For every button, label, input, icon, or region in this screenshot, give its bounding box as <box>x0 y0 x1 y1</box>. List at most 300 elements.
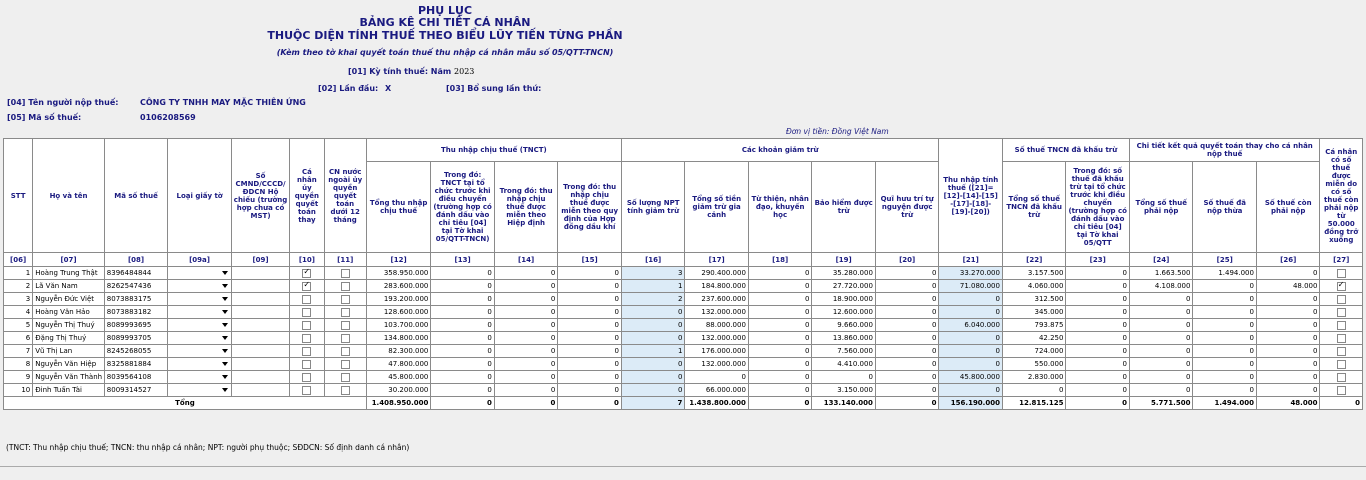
cell-c22[interactable]: 4.060.000 <box>1002 280 1066 293</box>
cell-c26[interactable]: 0 <box>1256 332 1320 345</box>
cell-c19[interactable]: 27.720.000 <box>812 280 876 293</box>
cell-c13[interactable]: 0 <box>431 371 495 384</box>
cell-c20[interactable]: 0 <box>875 280 939 293</box>
cell-c13[interactable]: 0 <box>431 293 495 306</box>
cell-c12[interactable]: 358.950.000 <box>366 267 431 280</box>
cell-name[interactable]: Nguyễn Thị Thuý <box>33 319 105 332</box>
cell-c13[interactable]: 0 <box>431 319 495 332</box>
exempt-checkbox[interactable] <box>1337 360 1346 369</box>
cell-c25[interactable]: 0 <box>1193 358 1257 371</box>
cell-c19[interactable]: 0 <box>812 371 876 384</box>
cell-c27[interactable] <box>1320 267 1363 280</box>
column-code-row <box>4 253 1363 267</box>
authorize-checkbox[interactable] <box>302 269 311 278</box>
cell-c26[interactable]: 0 <box>1256 384 1320 397</box>
cell-c14[interactable]: 0 <box>494 384 558 397</box>
cell-foreign[interactable] <box>324 306 366 319</box>
cell-c14[interactable]: 0 <box>494 358 558 371</box>
cell-authorize[interactable] <box>290 319 324 332</box>
cell-c27[interactable] <box>1320 332 1363 345</box>
cell-c23[interactable]: 0 <box>1066 280 1130 293</box>
cell-doctype[interactable] <box>168 306 232 319</box>
cell-idno[interactable] <box>231 293 289 306</box>
cell-c14[interactable]: 0 <box>494 345 558 358</box>
cell-doctype[interactable] <box>168 319 232 332</box>
cell-c16[interactable]: 0 <box>621 358 685 371</box>
chevron-down-icon[interactable] <box>222 297 228 301</box>
cell-c17[interactable]: 0 <box>685 371 749 384</box>
cell-c26[interactable]: 0 <box>1256 371 1320 384</box>
cell-c25[interactable]: 0 <box>1193 319 1257 332</box>
cell-c18[interactable]: 0 <box>748 358 812 371</box>
cell-c27[interactable] <box>1320 358 1363 371</box>
cell-c13[interactable]: 0 <box>431 345 495 358</box>
cell-foreign[interactable] <box>324 358 366 371</box>
cell-c20[interactable]: 0 <box>875 319 939 332</box>
cell-c26[interactable]: 0 <box>1256 358 1320 371</box>
cell-c24[interactable]: 0 <box>1129 332 1193 345</box>
column-code: [21] <box>939 253 1003 267</box>
cell-c22[interactable]: 550.000 <box>1002 358 1066 371</box>
cell-authorize[interactable] <box>290 384 324 397</box>
doctype-select[interactable] <box>170 281 229 291</box>
cell-c18[interactable]: 0 <box>748 280 812 293</box>
doctype-select[interactable] <box>170 333 229 343</box>
cell-c19[interactable]: 3.150.000 <box>812 384 876 397</box>
cell-c27[interactable] <box>1320 280 1363 293</box>
foreign-checkbox[interactable] <box>341 386 350 395</box>
cell-c21[interactable]: 6.040.000 <box>939 319 1003 332</box>
chevron-down-icon[interactable] <box>222 271 228 275</box>
exempt-checkbox[interactable] <box>1337 282 1346 291</box>
cell-c25[interactable]: 0 <box>1193 293 1257 306</box>
authorize-checkbox[interactable] <box>302 295 311 304</box>
cell-c22[interactable]: 0 <box>1002 384 1066 397</box>
cell-c17[interactable]: 66.000.000 <box>685 384 749 397</box>
exempt-checkbox[interactable] <box>1337 334 1346 343</box>
cell-doctype[interactable] <box>168 384 232 397</box>
cell-c15[interactable]: 0 <box>558 371 622 384</box>
exempt-checkbox[interactable] <box>1337 308 1346 317</box>
cell-c17[interactable]: 176.000.000 <box>685 345 749 358</box>
cell-c20[interactable]: 0 <box>875 371 939 384</box>
cell-c12[interactable]: 134.800.000 <box>366 332 431 345</box>
foreign-checkbox[interactable] <box>341 334 350 343</box>
cell-doctype[interactable] <box>168 280 232 293</box>
cell-c27[interactable] <box>1320 319 1363 332</box>
cell-c16[interactable]: 1 <box>621 345 685 358</box>
group-withheld: Số thuế TNCN đã khấu trừ <box>1002 139 1129 162</box>
cell-name[interactable]: Đặng Thị Thuý <box>33 332 105 345</box>
chevron-down-icon[interactable] <box>222 336 228 340</box>
col-12: Tổng thu nhập chịu thuế <box>366 162 431 253</box>
cell-c21[interactable]: 0 <box>939 293 1003 306</box>
cell-c27[interactable] <box>1320 345 1363 358</box>
cell-idno[interactable] <box>231 267 289 280</box>
cell-c26[interactable]: 0 <box>1256 293 1320 306</box>
chevron-down-icon[interactable] <box>222 362 228 366</box>
cell-c25[interactable]: 0 <box>1193 384 1257 397</box>
cell-idno[interactable] <box>231 319 289 332</box>
authorize-checkbox[interactable] <box>302 321 311 330</box>
cell-c21[interactable]: 0 <box>939 306 1003 319</box>
total-c19: 133.140.000 <box>812 397 876 410</box>
cell-c16[interactable]: 0 <box>621 306 685 319</box>
cell-c24[interactable]: 4.108.000 <box>1129 280 1193 293</box>
total-c16: 7 <box>621 397 685 410</box>
foreign-checkbox[interactable] <box>341 360 350 369</box>
cell-c22[interactable]: 724.000 <box>1002 345 1066 358</box>
cell-c25[interactable]: 0 <box>1193 345 1257 358</box>
cell-idno[interactable] <box>231 371 289 384</box>
authorize-checkbox[interactable] <box>302 360 311 369</box>
cell-c18[interactable]: 0 <box>748 306 812 319</box>
cell-c24[interactable]: 0 <box>1129 293 1193 306</box>
cell-doctype[interactable] <box>168 345 232 358</box>
col-17: Tổng số tiền giảm trừ gia cảnh <box>685 162 749 253</box>
cell-authorize[interactable] <box>290 332 324 345</box>
authorize-checkbox[interactable] <box>302 308 311 317</box>
cell-c20[interactable]: 0 <box>875 384 939 397</box>
cell-c27[interactable] <box>1320 371 1363 384</box>
cell-c23[interactable]: 0 <box>1066 267 1130 280</box>
doctype-select[interactable] <box>170 346 229 356</box>
cell-c21[interactable]: 45.800.000 <box>939 371 1003 384</box>
cell-c25[interactable]: 0 <box>1193 332 1257 345</box>
cell-c12[interactable]: 82.300.000 <box>366 345 431 358</box>
cell-c23[interactable]: 0 <box>1066 371 1130 384</box>
cell-authorize[interactable] <box>290 345 324 358</box>
first-time-label: [02] Lần đầu: <box>318 84 379 93</box>
cell-c15[interactable]: 0 <box>558 267 622 280</box>
cell-taxcode[interactable]: 8089993705 <box>104 332 168 345</box>
cell-c13[interactable]: 0 <box>431 358 495 371</box>
cell-authorize[interactable] <box>290 293 324 306</box>
col-20: Quĩ hưu trí tự nguyện được trừ <box>875 162 939 253</box>
cell-c15[interactable]: 0 <box>558 319 622 332</box>
cell-c19[interactable]: 4.410.000 <box>812 358 876 371</box>
cell-c22[interactable]: 793.875 <box>1002 319 1066 332</box>
cell-authorize[interactable] <box>290 358 324 371</box>
cell-c12[interactable]: 283.600.000 <box>366 280 431 293</box>
total-c14: 0 <box>494 397 558 410</box>
cell-c20[interactable]: 0 <box>875 267 939 280</box>
cell-c21[interactable]: 33.270.000 <box>939 267 1003 280</box>
doctype-select[interactable] <box>170 320 229 330</box>
cell-c21[interactable]: 0 <box>939 358 1003 371</box>
cell-doctype[interactable] <box>168 358 232 371</box>
cell-c18[interactable]: 0 <box>748 345 812 358</box>
cell-c18[interactable]: 0 <box>748 267 812 280</box>
cell-c24[interactable]: 0 <box>1129 358 1193 371</box>
foreign-checkbox[interactable] <box>341 347 350 356</box>
cell-authorize[interactable] <box>290 267 324 280</box>
cell-c21[interactable]: 0 <box>939 384 1003 397</box>
column-code: [09] <box>231 253 289 267</box>
supplement <box>446 84 541 93</box>
doctype-select[interactable] <box>170 372 229 382</box>
cell-taxcode[interactable]: 8073883175 <box>104 293 168 306</box>
cell-authorize[interactable] <box>290 371 324 384</box>
cell-idno[interactable] <box>231 384 289 397</box>
doctype-select[interactable] <box>170 268 229 278</box>
cell-c23[interactable]: 0 <box>1066 332 1130 345</box>
exempt-checkbox[interactable] <box>1337 347 1346 356</box>
cell-c12[interactable]: 47.800.000 <box>366 358 431 371</box>
cell-c24[interactable]: 0 <box>1129 345 1193 358</box>
cell-c27[interactable] <box>1320 293 1363 306</box>
cell-taxcode[interactable]: 8089993695 <box>104 319 168 332</box>
cell-foreign[interactable] <box>324 371 366 384</box>
cell-c14[interactable]: 0 <box>494 306 558 319</box>
cell-foreign[interactable] <box>324 293 366 306</box>
cell-c23[interactable]: 0 <box>1066 293 1130 306</box>
total-c17: 1.438.800.000 <box>685 397 749 410</box>
cell-c14[interactable]: 0 <box>494 267 558 280</box>
cell-c13[interactable]: 0 <box>431 306 495 319</box>
column-code: [11] <box>324 253 366 267</box>
authorize-checkbox[interactable] <box>302 347 311 356</box>
cell-c15[interactable]: 0 <box>558 332 622 345</box>
cell-c16[interactable]: 0 <box>621 384 685 397</box>
cell-foreign[interactable] <box>324 345 366 358</box>
cell-foreign[interactable] <box>324 319 366 332</box>
cell-c23[interactable]: 0 <box>1066 319 1130 332</box>
chevron-down-icon[interactable] <box>222 284 228 288</box>
cell-c17[interactable]: 132.000.000 <box>685 358 749 371</box>
cell-c14[interactable]: 0 <box>494 293 558 306</box>
cell-foreign[interactable] <box>324 384 366 397</box>
column-code: [24] <box>1129 253 1193 267</box>
cell-c26[interactable]: 0 <box>1256 306 1320 319</box>
doctype-select[interactable] <box>170 385 229 395</box>
total-c25: 1.494.000 <box>1193 397 1257 410</box>
cell-idno[interactable] <box>231 358 289 371</box>
cell-c17[interactable]: 132.000.000 <box>685 332 749 345</box>
column-code: [18] <box>748 253 812 267</box>
exempt-checkbox[interactable] <box>1337 373 1346 382</box>
cell-c25[interactable]: 0 <box>1193 306 1257 319</box>
cell-c25[interactable]: 0 <box>1193 371 1257 384</box>
cell-c19[interactable]: 9.660.000 <box>812 319 876 332</box>
cell-c12[interactable]: 128.600.000 <box>366 306 431 319</box>
cell-c12[interactable]: 45.800.000 <box>366 371 431 384</box>
cell-c14[interactable]: 0 <box>494 319 558 332</box>
col-24: Tổng số thuế phải nộp <box>1129 162 1193 253</box>
cell-doctype[interactable] <box>168 371 232 384</box>
cell-c21[interactable]: 71.080.000 <box>939 280 1003 293</box>
cell-c27[interactable] <box>1320 306 1363 319</box>
cell-c14[interactable]: 0 <box>494 332 558 345</box>
cell-taxcode[interactable]: 8245268055 <box>104 345 168 358</box>
cell-idno[interactable] <box>231 280 289 293</box>
cell-name[interactable]: Vũ Thị Lan <box>33 345 105 358</box>
cell-name[interactable]: Nguyễn Văn Thành <box>33 371 105 384</box>
cell-c17[interactable]: 184.800.000 <box>685 280 749 293</box>
cell-c16[interactable]: 0 <box>621 319 685 332</box>
cell-c18[interactable]: 0 <box>748 293 812 306</box>
authorize-checkbox[interactable] <box>302 334 311 343</box>
chevron-down-icon[interactable] <box>222 349 228 353</box>
cell-c15[interactable]: 0 <box>558 293 622 306</box>
divider <box>0 466 1366 467</box>
chevron-down-icon[interactable] <box>222 388 228 392</box>
cell-c23[interactable]: 0 <box>1066 384 1130 397</box>
cell-c26[interactable]: 0 <box>1256 319 1320 332</box>
cell-c22[interactable]: 312.500 <box>1002 293 1066 306</box>
title-line-3: THUỘC DIỆN TÍNH THUẾ THEO BIỂU LŨY TIẾN TỪNG PHẦN <box>267 29 623 42</box>
exempt-checkbox[interactable] <box>1337 295 1346 304</box>
cell-name[interactable]: Hoàng Trung Thật <box>33 267 105 280</box>
cell-c17[interactable]: 132.000.000 <box>685 306 749 319</box>
cell-c25[interactable]: 0 <box>1193 280 1257 293</box>
cell-c13[interactable]: 0 <box>431 267 495 280</box>
total-c24: 5.771.500 <box>1129 397 1193 410</box>
cell-c19[interactable]: 12.600.000 <box>812 306 876 319</box>
foreign-checkbox[interactable] <box>341 321 350 330</box>
cell-c16[interactable]: 1 <box>621 280 685 293</box>
cell-c20[interactable]: 0 <box>875 293 939 306</box>
cell-c12[interactable]: 193.200.000 <box>366 293 431 306</box>
cell-taxcode[interactable]: 8396484844 <box>104 267 168 280</box>
cell-c15[interactable]: 0 <box>558 345 622 358</box>
cell-c23[interactable]: 0 <box>1066 306 1130 319</box>
cell-name[interactable]: Đinh Tuấn Tài <box>33 384 105 397</box>
foreign-checkbox[interactable] <box>341 269 350 278</box>
cell-c24[interactable]: 0 <box>1129 384 1193 397</box>
cell-c16[interactable]: 2 <box>621 293 685 306</box>
cell-c17[interactable]: 88.000.000 <box>685 319 749 332</box>
doctype-select[interactable] <box>170 294 229 304</box>
cell-authorize[interactable] <box>290 280 324 293</box>
cell-taxcode[interactable]: 8073883182 <box>104 306 168 319</box>
cell-c22[interactable]: 42.250 <box>1002 332 1066 345</box>
cell-c18[interactable]: 0 <box>748 384 812 397</box>
cell-doctype[interactable] <box>168 267 232 280</box>
cell-c13[interactable]: 0 <box>431 384 495 397</box>
cell-c23[interactable]: 0 <box>1066 345 1130 358</box>
cell-c13[interactable]: 0 <box>431 280 495 293</box>
cell-c13[interactable]: 0 <box>431 332 495 345</box>
total-c13: 0 <box>431 397 495 410</box>
foreign-checkbox[interactable] <box>341 373 350 382</box>
doctype-select[interactable] <box>170 359 229 369</box>
cell-c25[interactable]: 1.494.000 <box>1193 267 1257 280</box>
cell-c12[interactable]: 30.200.000 <box>366 384 431 397</box>
cell-name[interactable]: Nguyễn Đức Việt <box>33 293 105 306</box>
cell-c27[interactable] <box>1320 384 1363 397</box>
authorize-checkbox[interactable] <box>302 386 311 395</box>
cell-doctype[interactable] <box>168 332 232 345</box>
exempt-checkbox[interactable] <box>1337 386 1346 395</box>
cell-foreign[interactable] <box>324 267 366 280</box>
cell-doctype[interactable] <box>168 293 232 306</box>
chevron-down-icon[interactable] <box>222 375 228 379</box>
cell-taxcode[interactable]: 8039564108 <box>104 371 168 384</box>
cell-idno[interactable] <box>231 345 289 358</box>
cell-c15[interactable]: 0 <box>558 384 622 397</box>
cell-c26[interactable]: 0 <box>1256 267 1320 280</box>
cell-authorize[interactable] <box>290 306 324 319</box>
cell-c16[interactable]: 3 <box>621 267 685 280</box>
col-idno: Số CMND/CCCD/ ĐDCN Hộ chiếu (trường hợp chưa có MST) <box>231 139 289 253</box>
cell-c24[interactable]: 0 <box>1129 306 1193 319</box>
cell-c21[interactable]: 0 <box>939 332 1003 345</box>
cell-c20[interactable]: 0 <box>875 306 939 319</box>
column-code: [27] <box>1320 253 1363 267</box>
cell-stt: 8 <box>4 358 33 371</box>
cell-c24[interactable]: 0 <box>1129 319 1193 332</box>
cell-c17[interactable]: 290.400.000 <box>685 267 749 280</box>
cell-name[interactable]: Nguyễn Văn Hiệp <box>33 358 105 371</box>
cell-c22[interactable]: 3.157.500 <box>1002 267 1066 280</box>
cell-c22[interactable]: 345.000 <box>1002 306 1066 319</box>
cell-c21[interactable]: 0 <box>939 345 1003 358</box>
cell-c19[interactable]: 18.900.000 <box>812 293 876 306</box>
cell-foreign[interactable] <box>324 332 366 345</box>
cell-taxcode[interactable]: 8009314527 <box>104 384 168 397</box>
exempt-checkbox[interactable] <box>1337 269 1346 278</box>
cell-c19[interactable]: 7.560.000 <box>812 345 876 358</box>
cell-c20[interactable]: 0 <box>875 358 939 371</box>
cell-taxcode[interactable]: 8325881884 <box>104 358 168 371</box>
col-name: Họ và tên <box>33 139 105 253</box>
cell-foreign[interactable] <box>324 280 366 293</box>
total-c22: 12.815.125 <box>1002 397 1066 410</box>
foreign-checkbox[interactable] <box>341 282 350 291</box>
cell-idno[interactable] <box>231 332 289 345</box>
cell-c24[interactable]: 1.663.500 <box>1129 267 1193 280</box>
cell-c20[interactable]: 0 <box>875 332 939 345</box>
cell-c15[interactable]: 0 <box>558 280 622 293</box>
cell-c26[interactable]: 48.000 <box>1256 280 1320 293</box>
cell-c18[interactable]: 0 <box>748 371 812 384</box>
cell-taxcode[interactable]: 8262547436 <box>104 280 168 293</box>
authorize-checkbox[interactable] <box>302 282 311 291</box>
cell-c18[interactable]: 0 <box>748 332 812 345</box>
cell-c15[interactable]: 0 <box>558 358 622 371</box>
foreign-checkbox[interactable] <box>341 308 350 317</box>
exempt-checkbox[interactable] <box>1337 321 1346 330</box>
cell-c19[interactable]: 13.860.000 <box>812 332 876 345</box>
foreign-checkbox[interactable] <box>341 295 350 304</box>
col-25: Số thuế đã nộp thừa <box>1193 162 1257 253</box>
cell-c14[interactable]: 0 <box>494 371 558 384</box>
cell-c14[interactable]: 0 <box>494 280 558 293</box>
cell-c22[interactable]: 2.830.000 <box>1002 371 1066 384</box>
cell-c19[interactable]: 35.280.000 <box>812 267 876 280</box>
cell-c18[interactable]: 0 <box>748 319 812 332</box>
cell-c12[interactable]: 103.700.000 <box>366 319 431 332</box>
cell-c24[interactable]: 0 <box>1129 371 1193 384</box>
chevron-down-icon[interactable] <box>222 310 228 314</box>
cell-idno[interactable] <box>231 306 289 319</box>
cell-c23[interactable]: 0 <box>1066 358 1130 371</box>
cell-stt: 7 <box>4 345 33 358</box>
cell-c15[interactable]: 0 <box>558 306 622 319</box>
doctype-select[interactable] <box>170 307 229 317</box>
cell-c26[interactable]: 0 <box>1256 345 1320 358</box>
chevron-down-icon[interactable] <box>222 323 228 327</box>
total-c21: 156.190.000 <box>939 397 1003 410</box>
cell-c17[interactable]: 237.600.000 <box>685 293 749 306</box>
cell-name[interactable]: Hoàng Văn Hảo <box>33 306 105 319</box>
cell-name[interactable]: Lã Văn Nam <box>33 280 105 293</box>
cell-c20[interactable]: 0 <box>875 345 939 358</box>
authorize-checkbox[interactable] <box>302 373 311 382</box>
cell-c16[interactable]: 0 <box>621 332 685 345</box>
cell-c16[interactable]: 0 <box>621 371 685 384</box>
